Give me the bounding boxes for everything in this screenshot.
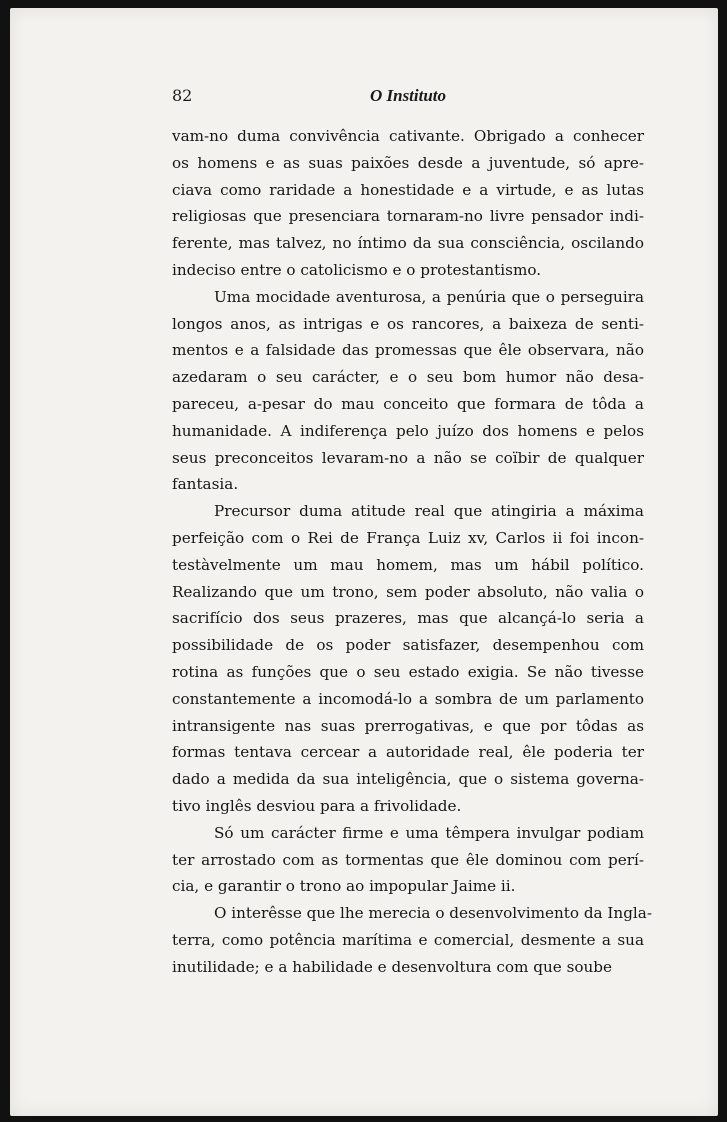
text-line: seus preconceitos levaram-no a não se coïbir de qualquer (172, 448, 644, 467)
text-line: azedaram o seu carácter, e o seu bom humor não desa- (172, 368, 644, 387)
body-text (172, 123, 652, 981)
text-line: perfeição com o Rei de França Luiz xv, Carlos ii foi incon- (172, 528, 644, 547)
text-line: formas tentava cercear a autoridade real, êle poderia ter (172, 743, 644, 762)
text-line: longos anos, as intrigas e os rancores, a baixeza de senti- (172, 314, 644, 333)
text-line: testàvelmente um mau homem, mas um hábil político. (172, 555, 644, 574)
text-line: Precursor duma atitude real que atingiria a máxima (214, 502, 644, 521)
paragraph (172, 123, 644, 284)
text-line: ferente, mas talvez, no íntimo da sua consciência, oscilando (172, 234, 644, 253)
text-line: dado a medida da sua inteligência, que o sistema governa- (172, 770, 644, 789)
text-line: indeciso entre o catolicismo e o protestantismo. (172, 260, 542, 279)
text-line: possibilidade de os poder satisfazer, desempenhou com (172, 636, 644, 655)
page-header (172, 86, 644, 110)
text-line: ciava como raridade a honestidade e a virtude, e as lutas (172, 180, 644, 199)
text-line: vam-no duma convivência cativante. Obrigado a conhecer (172, 127, 644, 145)
paragraph (172, 820, 644, 900)
text-line: humanidade. A indiferença pelo juízo dos homens e pelos (172, 421, 644, 440)
text-line: Realizando que um trono, sem poder absoluto, não valia o (172, 582, 644, 601)
text-line: ter arrostado com as tormentas que êle dominou com perí- (172, 850, 644, 869)
text-line: terra, como potência marítima e comercial, desmente a sua (172, 930, 644, 949)
text-line: Só um carácter firme e uma têmpera invulgar podiam (214, 823, 644, 842)
text-line: religiosas que presenciara tornaram-no livre pensador indi- (172, 207, 644, 226)
text-line: fantasia. (172, 475, 239, 494)
text-line: mentos e a falsidade das promessas que êle observara, não (172, 341, 644, 360)
paragraph (172, 284, 644, 498)
text-line: os homens e as suas paixões desde a juventude, só apre- (172, 153, 644, 172)
text-line: intransigente nas suas prerrogativas, e que por tôdas as (172, 716, 644, 735)
text-line: inutilidade; e a habilidade e desenvoltura com que soube (172, 957, 612, 976)
running-title: O Instituto (369, 86, 447, 105)
text-line: tivo inglês desviou para a frivolidade. (172, 796, 462, 815)
page-number: 82 (172, 86, 193, 105)
text-line: pareceu, a-pesar do mau conceito que formara de tôda a (172, 394, 644, 413)
text-line: rotina as funções que o seu estado exigia. Se não tivesse (172, 662, 644, 681)
paragraph (172, 498, 644, 820)
paragraph (172, 900, 652, 980)
text-line: sacrifício dos seus prazeres, mas que alcançá-lo seria a (172, 609, 644, 628)
text-line: O interêsse que lhe merecia o desenvolvimento da Ingla- (214, 904, 652, 923)
text-line: constantemente a incomodá-lo a sombra de um parlamento (172, 689, 644, 708)
text-line: cia, e garantir o trono ao impopular Jaime ii. (172, 877, 516, 896)
text-line: Uma mocidade aventurosa, a penúria que o perseguira (214, 287, 644, 306)
